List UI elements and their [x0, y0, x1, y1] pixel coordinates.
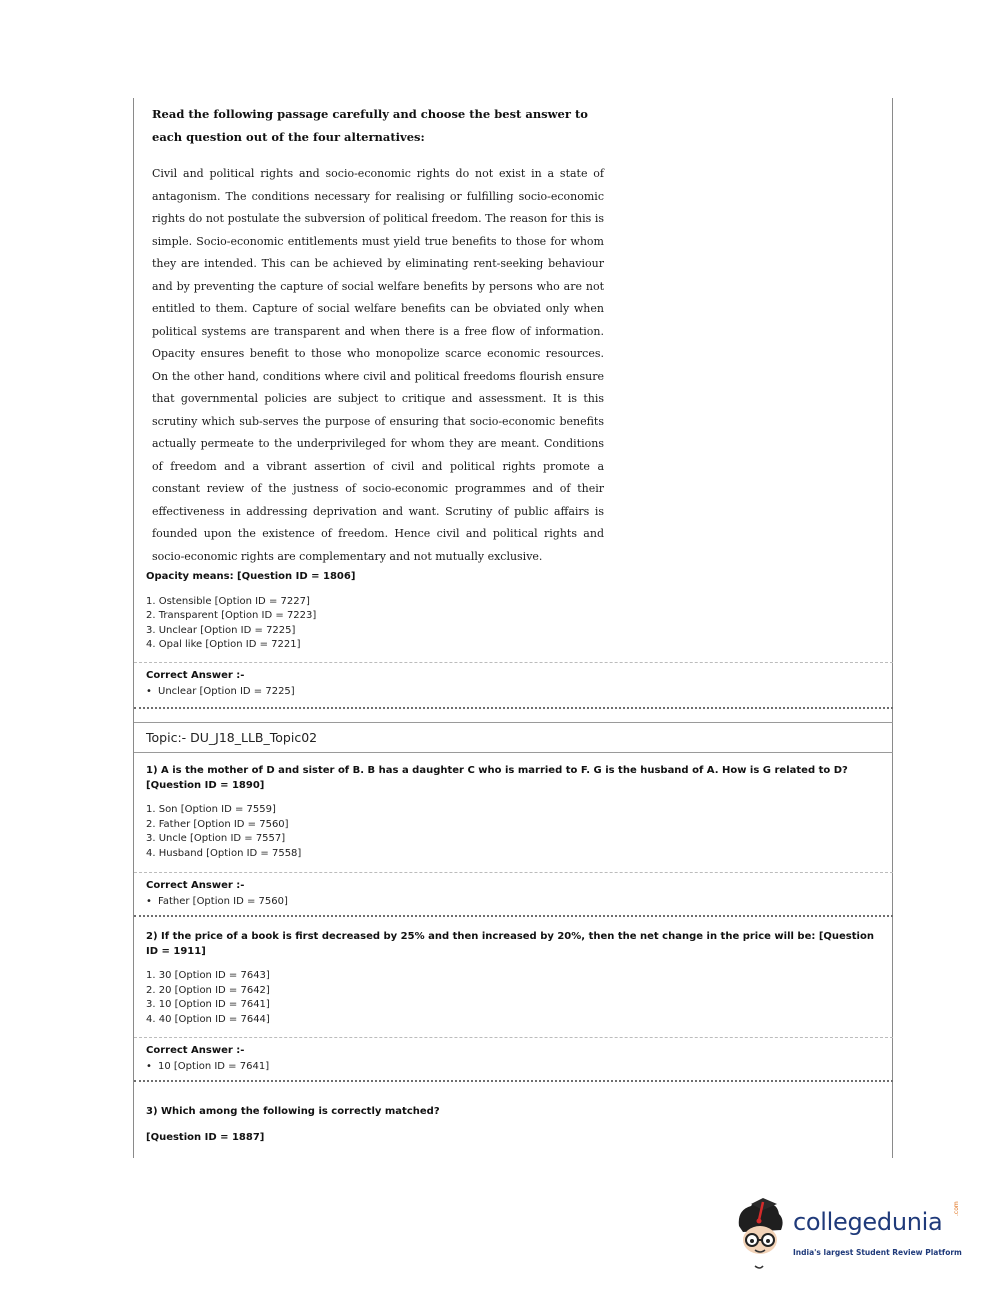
answer-item	[146, 683, 881, 701]
answer-item	[146, 1058, 881, 1076]
question-id: [Question ID = 1887]	[146, 1131, 265, 1143]
separator	[134, 662, 893, 663]
option-item: 2. Transparent [Option ID = 7223]	[146, 610, 317, 622]
option-item: 3. Unclear [Option ID = 7225]	[146, 624, 296, 636]
logo-tagline: India's largest Student Review Platform	[793, 1248, 962, 1257]
separator	[134, 1037, 893, 1038]
topic-label: Topic:- DU_J18_LLB_Topic02	[146, 730, 318, 745]
passage-section	[152, 103, 604, 568]
separator	[134, 752, 893, 753]
answer-label: Correct Answer :-	[146, 1045, 245, 1056]
answer-text: 10 [Option ID = 7641]	[158, 1061, 270, 1072]
option-item: 1. Ostensible [Option ID = 7227]	[146, 595, 310, 607]
question-3	[146, 1105, 881, 1145]
answer-text: Father [Option ID = 7560]	[158, 896, 288, 907]
option-item: 4. Opal like [Option ID = 7221]	[146, 639, 301, 651]
option-item: 4. Husband [Option ID = 7558]	[146, 847, 302, 859]
separator	[134, 707, 893, 709]
collegedunia-logo	[733, 1196, 963, 1276]
logo-com: .com	[953, 1201, 960, 1216]
question-opacity	[146, 570, 881, 653]
option-item: 3. 10 [Option ID = 7641]	[146, 999, 270, 1011]
option-item: 3. Uncle [Option ID = 7557]	[146, 833, 286, 845]
question-title: Opacity means: [Question ID = 1806]	[146, 571, 356, 582]
bullet-icon: •	[146, 896, 152, 907]
separator	[134, 722, 893, 723]
option-list	[146, 803, 881, 861]
question-title: 2) If the price of a book is first decreased by 25% and then increased by 20%, then the net change in the price will be: [Question ID = 1911]	[146, 931, 874, 957]
option-list	[146, 595, 881, 653]
question-title: 3) Which among the following is correctly matched?	[146, 1106, 440, 1117]
option-list	[146, 969, 881, 1027]
mascot-icon	[733, 1196, 793, 1276]
answer-1	[146, 878, 881, 911]
option-item: 1. Son [Option ID = 7559]	[146, 804, 276, 815]
option-item: 1. 30 [Option ID = 7643]	[146, 970, 270, 981]
separator	[134, 1080, 893, 1082]
question-1	[146, 764, 881, 861]
separator	[134, 915, 893, 917]
passage-heading: Read the following passage carefully and choose the best answer to each question out of the four alternatives:	[152, 107, 588, 144]
question-title: 1) A is the mother of D and sister of B. B has a daughter C who is married to F. G is the husband of A. How is G related to D? [Question ID = 1890]	[146, 765, 848, 791]
separator	[134, 872, 893, 873]
option-item: 2. Father [Option ID = 7560]	[146, 818, 289, 830]
answer-label: Correct Answer :-	[146, 880, 245, 891]
answer-text: Unclear [Option ID = 7225]	[158, 686, 295, 697]
logo-wordmark: collegedunia	[793, 1208, 943, 1236]
bullet-icon: •	[146, 686, 152, 697]
option-item: 2. 20 [Option ID = 7642]	[146, 984, 270, 996]
answer-label: Correct Answer :-	[146, 670, 245, 681]
answer-item	[146, 893, 881, 911]
document-frame	[133, 98, 893, 1158]
answer-2	[146, 1043, 881, 1076]
question-2	[146, 930, 881, 1027]
passage-text: Civil and political rights and socio-economic rights do not exist in a state of antagonism. The conditions necessary for realising or fulfilling socio-economic rights do not postulate the subversion of political freedom. The reason for this is simple. Socio-economic entitlements must yield true benefits to those for whom they are intended. This can be achieved by eliminating rent-seeking behaviour and by preventing the capture of social welfare benefits by persons who are not entitled to them. Capture of social welfare benefits can be obviated only when political systems are transparent and when there is a free flow of information. Opacity ensures benefit to those who monopolize scarce economic resources. On the other hand, conditions where civil and political freedoms flourish ensure that governmental policies are subject to critique and assessment. It is this scrutiny which sub-serves the purpose of ensuring that socio-economic benefits actually permeate to the underprivileged for whom they are meant. Conditions of freedom and a vibrant assertion of civil and political rights promote a constant review of the justness of socio-economic programmes and of their effectiveness in addressing deprivation and want. Scrutiny of public affairs is founded upon the existence of freedom. Hence civil and political rights and socio-economic rights are complementary and not mutually exclusive.	[152, 167, 604, 563]
answer-opacity	[146, 668, 881, 701]
bullet-icon: •	[146, 1061, 152, 1072]
option-item: 4. 40 [Option ID = 7644]	[146, 1013, 270, 1025]
